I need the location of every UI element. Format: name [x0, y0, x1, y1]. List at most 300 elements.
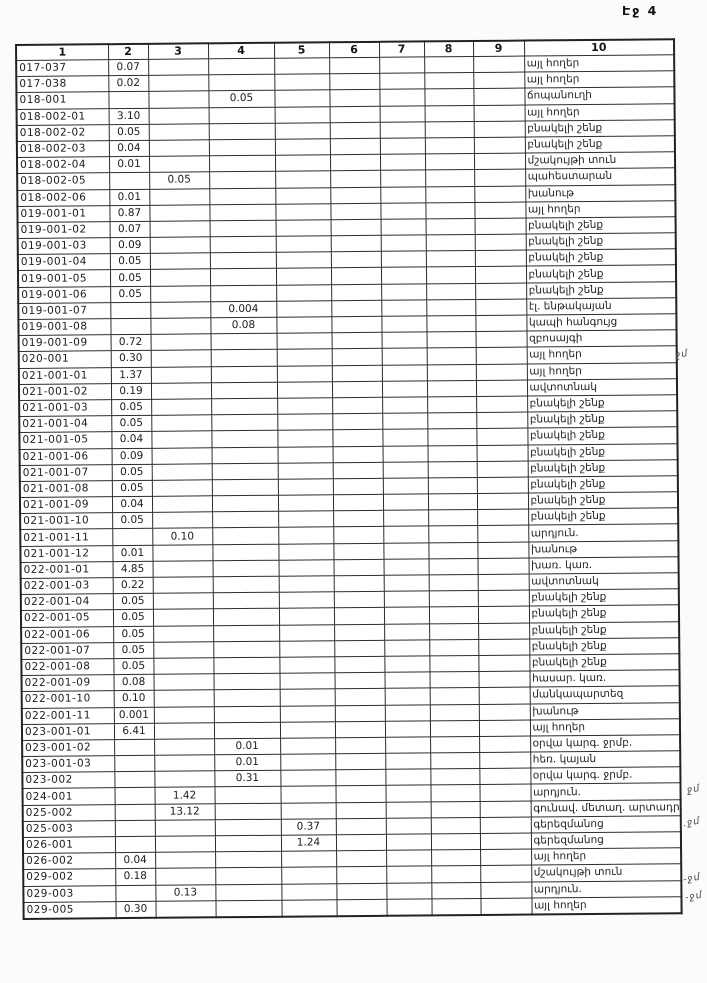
- area-value-cell: [428, 526, 477, 543]
- area-value-cell: [280, 673, 335, 690]
- area-value-cell: [211, 431, 277, 448]
- land-use-cell: զբոսայգի: [527, 330, 677, 347]
- area-value-cell: [211, 366, 277, 383]
- area-value-cell: [475, 299, 526, 316]
- area-value-cell: [213, 609, 279, 626]
- area-value-cell: [281, 899, 336, 916]
- area-value-cell: [334, 591, 384, 608]
- area-value-cell: [480, 865, 531, 882]
- area-value-cell: [427, 380, 476, 397]
- parcel-id-cell: 018-002-06: [17, 189, 109, 206]
- land-use-cell: այլ հողեր: [525, 103, 675, 120]
- area-value-cell: [336, 850, 386, 867]
- area-value-cell: 0.05: [113, 626, 153, 643]
- area-value-cell: [153, 577, 213, 594]
- area-value-cell: [152, 447, 212, 464]
- parcel-id-cell: 025-003: [23, 820, 115, 837]
- area-value-cell: [150, 237, 210, 254]
- area-value-cell: [478, 671, 529, 688]
- area-value-cell: [380, 170, 425, 187]
- area-value-cell: [334, 672, 384, 689]
- area-value-cell: 0.05: [113, 594, 153, 611]
- area-value-cell: [480, 817, 531, 834]
- area-value-cell: [333, 511, 383, 528]
- land-use-cell: բնակելի շենք: [529, 621, 679, 638]
- handwritten-mark: ջմ: [674, 347, 690, 362]
- area-value-cell: [335, 689, 385, 706]
- area-value-cell: [478, 558, 529, 575]
- area-value-cell: [427, 396, 476, 413]
- area-value-cell: [279, 592, 334, 609]
- area-value-cell: [429, 672, 478, 689]
- area-value-cell: [275, 123, 330, 140]
- parcel-id-cell: 021-001-02: [19, 383, 111, 400]
- area-value-cell: [383, 543, 428, 560]
- area-value-cell: [479, 736, 530, 753]
- land-use-cell: բնակելի շենք: [526, 281, 676, 298]
- column-header: 5: [274, 42, 329, 58]
- area-value-cell: [381, 235, 426, 252]
- parcel-id-cell: 019-001-08: [18, 319, 110, 336]
- area-value-cell: [114, 772, 154, 789]
- parcel-id-cell: 022-001-11: [22, 707, 114, 724]
- area-value-cell: [150, 221, 210, 238]
- land-use-cell: մշակույթի տուն: [531, 864, 681, 881]
- area-value-cell: 0.04: [115, 852, 155, 869]
- area-value-cell: [425, 121, 474, 138]
- area-value-cell: [279, 560, 334, 577]
- area-value-cell: [475, 283, 526, 300]
- area-value-cell: [334, 575, 384, 592]
- area-value-cell: [215, 900, 281, 917]
- area-value-cell: [474, 186, 525, 203]
- area-value-cell: [334, 656, 384, 673]
- area-value-cell: 0.05: [113, 642, 153, 659]
- area-value-cell: 0.01: [109, 189, 149, 206]
- area-value-cell: [427, 413, 476, 430]
- parcel-id-cell: 026-002: [23, 853, 115, 870]
- area-value-cell: [384, 640, 429, 657]
- area-value-cell: [334, 559, 384, 576]
- area-value-cell: [150, 302, 210, 319]
- area-value-cell: [478, 606, 529, 623]
- area-value-cell: 0.01: [214, 738, 280, 755]
- area-value-cell: [332, 381, 382, 398]
- area-value-cell: [277, 398, 332, 415]
- land-use-cell: բնակելի շենք: [529, 605, 679, 622]
- parcel-id-cell: 022-001-10: [22, 691, 114, 708]
- area-value-cell: [212, 495, 278, 512]
- area-value-cell: [429, 591, 478, 608]
- parcel-id-cell: 019-001-05: [18, 270, 110, 287]
- land-use-cell: խանութ: [528, 540, 678, 557]
- area-value-cell: [280, 786, 335, 803]
- area-value-cell: [431, 801, 480, 818]
- area-value-cell: [280, 738, 335, 755]
- area-value-cell: 0.05: [111, 415, 151, 432]
- area-value-cell: [152, 480, 212, 497]
- parcel-id-cell: 021-001-01: [19, 367, 111, 384]
- area-value-cell: [154, 722, 214, 739]
- land-use-cell: խանութ: [525, 184, 675, 201]
- area-value-cell: [382, 429, 427, 446]
- land-use-cell: բնակելի շենք: [526, 217, 676, 234]
- area-value-cell: 0.18: [115, 869, 155, 886]
- area-value-cell: [278, 446, 333, 463]
- area-value-cell: [115, 820, 155, 837]
- area-value-cell: [477, 445, 528, 462]
- area-value-cell: [479, 687, 530, 704]
- parcel-id-cell: 021-001-04: [19, 416, 111, 433]
- land-use-cell: ավտոտնակ: [529, 573, 679, 590]
- area-value-cell: [332, 413, 382, 430]
- area-value-cell: [330, 138, 380, 155]
- area-value-cell: [149, 156, 209, 173]
- area-value-cell: [476, 380, 527, 397]
- parcel-id-cell: 023-002: [22, 772, 114, 789]
- land-use-cell: այլ հողեր: [525, 200, 675, 217]
- area-value-cell: [475, 250, 526, 267]
- area-value-cell: [477, 509, 528, 526]
- area-value-cell: [155, 820, 215, 837]
- area-value-cell: 0.05: [113, 610, 153, 627]
- area-value-cell: [424, 89, 473, 106]
- area-value-cell: [336, 818, 386, 835]
- area-value-cell: [386, 802, 431, 819]
- area-value-cell: [381, 267, 426, 284]
- area-value-cell: [153, 642, 213, 659]
- parcel-id-cell: 018-002-01: [17, 108, 109, 125]
- area-value-cell: [281, 867, 336, 884]
- area-value-cell: [277, 381, 332, 398]
- area-value-cell: 0.05: [111, 399, 151, 416]
- area-value-cell: [154, 755, 214, 772]
- area-value-cell: [428, 477, 477, 494]
- parcel-id-cell: 021-001-12: [20, 545, 112, 562]
- area-value-cell: [431, 898, 480, 915]
- area-value-cell: [280, 689, 335, 706]
- area-value-cell: [210, 285, 276, 302]
- parcel-id-cell: 018-001: [16, 92, 108, 109]
- area-value-cell: [430, 688, 479, 705]
- area-value-cell: [383, 510, 428, 527]
- area-value-cell: [152, 496, 212, 513]
- area-value-cell: [427, 348, 476, 365]
- area-value-cell: [379, 89, 424, 106]
- area-value-cell: [427, 364, 476, 381]
- area-value-cell: [476, 364, 527, 381]
- area-value-cell: [153, 658, 213, 675]
- area-value-cell: 0.07: [108, 59, 148, 76]
- area-value-cell: [478, 590, 529, 607]
- land-use-cell: այլ հողեր: [524, 55, 674, 72]
- area-value-cell: [427, 332, 476, 349]
- area-value-cell: [386, 882, 431, 899]
- land-parcel-table-wrap: [15, 38, 683, 920]
- area-value-cell: [278, 511, 333, 528]
- area-value-cell: 0.01: [109, 156, 149, 173]
- area-value-cell: [429, 574, 478, 591]
- area-value-cell: [381, 219, 426, 236]
- area-value-cell: [215, 868, 281, 885]
- parcel-id-cell: 020-001: [19, 351, 111, 368]
- area-value-cell: [275, 171, 330, 188]
- area-value-cell: 0.19: [111, 383, 151, 400]
- area-value-cell: [330, 154, 380, 171]
- parcel-id-cell: 019-001-03: [18, 238, 110, 255]
- area-value-cell: [429, 607, 478, 624]
- area-value-cell: [425, 154, 474, 171]
- area-value-cell: [155, 836, 215, 853]
- area-value-cell: [331, 252, 381, 269]
- land-use-cell: օրվա կարգ. ջրմբ.: [530, 735, 680, 752]
- area-value-cell: [425, 186, 474, 203]
- area-value-cell: [384, 672, 429, 689]
- area-value-cell: [385, 737, 430, 754]
- area-value-cell: [276, 220, 331, 237]
- parcel-id-cell: 021-001-03: [19, 400, 111, 417]
- area-value-cell: [474, 121, 525, 138]
- area-value-cell: 0.31: [214, 770, 280, 787]
- area-value-cell: [473, 72, 524, 89]
- area-value-cell: [478, 655, 529, 672]
- area-value-cell: [331, 268, 381, 285]
- column-header: 7: [379, 41, 424, 57]
- area-value-cell: [209, 139, 275, 156]
- land-use-cell: խառ. կառ.: [529, 557, 679, 574]
- area-value-cell: [475, 218, 526, 235]
- area-value-cell: [384, 607, 429, 624]
- land-use-cell: բնակելի շենք: [527, 411, 677, 428]
- area-value-cell: [382, 397, 427, 414]
- area-value-cell: [114, 788, 154, 805]
- area-value-cell: [277, 414, 332, 431]
- area-value-cell: [280, 754, 335, 771]
- area-value-cell: [276, 268, 331, 285]
- area-value-cell: [477, 461, 528, 478]
- area-value-cell: [115, 804, 155, 821]
- parcel-id-cell: 021-001-09: [20, 497, 112, 514]
- area-value-cell: [336, 867, 386, 884]
- area-value-cell: [153, 625, 213, 642]
- land-use-cell: գերեզմանոց: [531, 816, 681, 833]
- area-value-cell: [281, 802, 336, 819]
- area-value-cell: [473, 56, 524, 73]
- area-value-cell: 0.09: [112, 448, 152, 465]
- area-value-cell: [333, 478, 383, 495]
- area-value-cell: 0.01: [214, 754, 280, 771]
- area-value-cell: 0.05: [110, 286, 150, 303]
- area-value-cell: 0.05: [110, 270, 150, 287]
- area-value-cell: 0.05: [149, 172, 209, 189]
- area-value-cell: [331, 284, 381, 301]
- area-value-cell: [430, 753, 479, 770]
- area-value-cell: [474, 153, 525, 170]
- area-value-cell: [212, 544, 278, 561]
- land-use-cell: այլ հողեր: [524, 71, 674, 88]
- parcel-id-cell: 023-001-03: [22, 756, 114, 773]
- area-value-cell: [425, 137, 474, 154]
- land-use-cell: բնակելի շենք: [528, 476, 678, 493]
- area-value-cell: [426, 235, 475, 252]
- area-value-cell: [383, 478, 428, 495]
- area-value-cell: [280, 770, 335, 787]
- area-value-cell: [214, 673, 280, 690]
- area-value-cell: [383, 494, 428, 511]
- area-value-cell: [277, 333, 332, 350]
- land-use-cell: բնակելի շենք: [525, 136, 675, 153]
- area-value-cell: [210, 236, 276, 253]
- land-use-cell: ավտոտնակ: [527, 378, 677, 395]
- area-value-cell: [154, 771, 214, 788]
- area-value-cell: 0.72: [111, 335, 151, 352]
- area-value-cell: [429, 639, 478, 656]
- area-value-cell: [431, 882, 480, 899]
- area-value-cell: [274, 74, 329, 91]
- area-value-cell: [385, 721, 430, 738]
- area-value-cell: [428, 494, 477, 511]
- land-use-cell: խանութ: [530, 702, 680, 719]
- parcel-id-cell: 029-005: [23, 901, 115, 918]
- area-value-cell: [426, 299, 475, 316]
- area-value-cell: [333, 462, 383, 479]
- area-value-cell: [479, 784, 530, 801]
- parcel-id-cell: 019-001-06: [18, 286, 110, 303]
- area-value-cell: [382, 381, 427, 398]
- column-header: 3: [148, 43, 208, 59]
- area-value-cell: 0.30: [115, 901, 155, 918]
- area-value-cell: [214, 787, 280, 804]
- area-value-cell: [115, 836, 155, 853]
- area-value-cell: [155, 852, 215, 869]
- area-value-cell: [332, 349, 382, 366]
- land-use-cell: կապի հանգույց: [526, 314, 676, 331]
- area-value-cell: 0.10: [152, 528, 212, 545]
- area-value-cell: [153, 561, 213, 578]
- area-value-cell: [424, 57, 473, 74]
- area-value-cell: [275, 203, 330, 220]
- area-value-cell: 0.87: [109, 205, 149, 222]
- parcel-id-cell: 018-002-04: [17, 157, 109, 174]
- area-value-cell: [213, 641, 279, 658]
- land-use-cell: գունավ. մետաղ. արտադր.: [531, 799, 681, 816]
- area-value-cell: [478, 574, 529, 591]
- area-value-cell: [276, 317, 331, 334]
- area-value-cell: [210, 220, 276, 237]
- area-value-cell: [211, 414, 277, 431]
- land-use-cell: բնակելի շենք: [529, 589, 679, 606]
- area-value-cell: [334, 640, 384, 657]
- area-value-cell: [277, 365, 332, 382]
- area-value-cell: [475, 266, 526, 283]
- land-parcel-table: [15, 38, 683, 920]
- area-value-cell: 0.02: [108, 76, 148, 93]
- parcel-id-cell: 022-001-01: [21, 561, 113, 578]
- area-value-cell: [276, 301, 331, 318]
- area-value-cell: [155, 901, 215, 918]
- column-header: 2: [108, 44, 148, 60]
- area-value-cell: [431, 850, 480, 867]
- area-value-cell: [385, 688, 430, 705]
- area-value-cell: [275, 187, 330, 204]
- area-value-cell: [281, 883, 336, 900]
- area-value-cell: [428, 542, 477, 559]
- land-use-cell: այլ հողեր: [530, 718, 680, 735]
- area-value-cell: [112, 529, 152, 546]
- area-value-cell: 4.85: [113, 561, 153, 578]
- parcel-id-cell: 022-001-06: [21, 626, 113, 643]
- area-value-cell: [211, 350, 277, 367]
- area-value-cell: [150, 318, 210, 335]
- area-value-cell: [277, 349, 332, 366]
- area-value-cell: [386, 818, 431, 835]
- area-value-cell: [480, 898, 531, 915]
- area-value-cell: [215, 803, 281, 820]
- area-value-cell: 0.37: [281, 819, 336, 836]
- area-value-cell: [426, 283, 475, 300]
- area-value-cell: [332, 332, 382, 349]
- parcel-id-cell: 017-037: [16, 60, 108, 77]
- area-value-cell: [382, 348, 427, 365]
- land-use-cell: արդյուն.: [531, 880, 681, 897]
- area-value-cell: [151, 334, 211, 351]
- area-value-cell: [430, 736, 479, 753]
- area-value-cell: 0.05: [109, 124, 149, 141]
- area-value-cell: [209, 155, 275, 172]
- land-use-cell: օրվա կարգ. ջրմբ.: [530, 767, 680, 784]
- parcel-id-cell: 024-001: [23, 788, 115, 805]
- area-value-cell: [209, 188, 275, 205]
- parcel-id-cell: 022-001-03: [21, 578, 113, 595]
- area-value-cell: [278, 527, 333, 544]
- area-value-cell: [279, 608, 334, 625]
- area-value-cell: [475, 234, 526, 251]
- area-value-cell: [276, 236, 331, 253]
- area-value-cell: [476, 428, 527, 445]
- area-value-cell: [148, 91, 208, 108]
- area-value-cell: [474, 202, 525, 219]
- land-use-cell: պահեստարան: [525, 168, 675, 185]
- area-value-cell: [431, 866, 480, 883]
- area-value-cell: 0.05: [208, 91, 274, 108]
- land-use-cell: մանկապարտեզ: [530, 686, 680, 703]
- parcel-id-cell: 019-001-04: [18, 254, 110, 271]
- area-value-cell: [330, 171, 380, 188]
- area-value-cell: [478, 639, 529, 656]
- area-value-cell: [213, 560, 279, 577]
- area-value-cell: [274, 90, 329, 107]
- area-value-cell: [280, 721, 335, 738]
- area-value-cell: [335, 753, 385, 770]
- area-value-cell: [335, 705, 385, 722]
- area-value-cell: [476, 412, 527, 429]
- area-value-cell: [154, 739, 214, 756]
- area-value-cell: [477, 542, 528, 559]
- area-value-cell: [379, 57, 424, 74]
- area-value-cell: [329, 90, 379, 107]
- area-value-cell: [379, 73, 424, 90]
- area-value-cell: [431, 833, 480, 850]
- area-value-cell: [153, 593, 213, 610]
- area-value-cell: [214, 722, 280, 739]
- table-body: [16, 55, 681, 919]
- area-value-cell: [430, 785, 479, 802]
- area-value-cell: [154, 690, 214, 707]
- area-value-cell: [275, 155, 330, 172]
- area-value-cell: [380, 122, 425, 139]
- land-use-cell: բնակելի շենք: [527, 427, 677, 444]
- area-value-cell: 0.30: [111, 351, 151, 368]
